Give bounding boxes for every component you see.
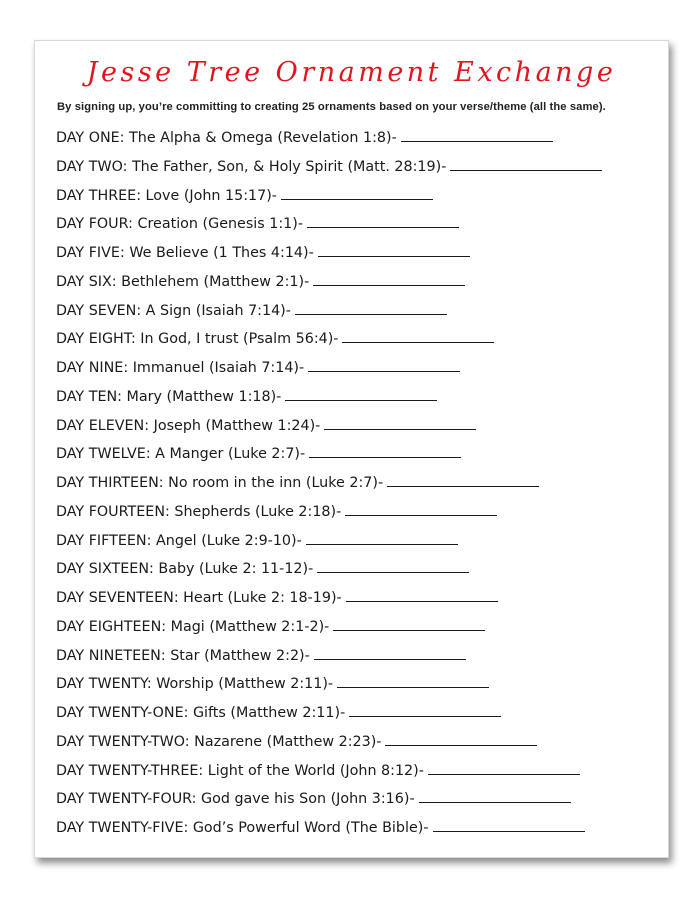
day-row [56,440,602,469]
signup-blank[interactable] [419,785,571,803]
day-row [56,527,602,556]
day-row [56,642,602,671]
day-row [56,210,602,239]
day-row [56,699,602,728]
day-label: DAY FIFTEEN: Angel (Luke 2:9-10)- [56,532,302,549]
day-label: DAY ELEVEN: Joseph (Matthew 1:24)- [56,417,321,434]
signup-blank[interactable] [428,757,580,775]
day-label: DAY EIGHTEEN: Magi (Matthew 2:1-2)- [56,618,330,635]
day-row [56,613,602,642]
signup-blank[interactable] [313,268,465,286]
signup-blank[interactable] [387,469,539,487]
day-label: DAY TWO: The Father, Son, & Holy Spirit (Matt. 28:19)- [56,158,447,175]
signup-blank[interactable] [385,728,537,746]
signup-blank[interactable] [433,814,585,832]
signup-blank[interactable] [345,498,497,516]
signup-blank[interactable] [349,699,501,717]
signup-blank[interactable] [281,182,433,200]
day-row [56,325,602,354]
day-row [56,239,602,268]
day-label: DAY TWELVE: A Manger (Luke 2:7)- [56,446,306,463]
signup-blank[interactable] [318,239,470,257]
day-label: DAY TEN: Mary (Matthew 1:18)- [56,388,282,405]
day-row [56,757,602,786]
day-label: DAY TWENTY: Worship (Matthew 2:11)- [56,676,334,693]
day-row [56,153,602,182]
signup-blank[interactable] [450,153,602,171]
signup-blank[interactable] [306,527,458,545]
day-label: DAY TWENTY-FIVE: God’s Powerful Word (The Bible)- [56,820,429,836]
day-label: DAY THIRTEEN: No room in the inn (Luke 2:7)- [56,475,384,491]
day-row [56,814,602,843]
day-row [56,412,602,441]
day-label: DAY TWENTY-FOUR: God gave his Son (John 3:16)- [56,791,415,808]
day-label: DAY TWENTY-ONE: Gifts (Matthew 2:11)- [56,705,346,721]
day-label: DAY SIXTEEN: Baby (Luke 2: 11-12)- [56,561,314,578]
day-label: DAY FIVE: We Believe (1 Thes 4:14)- [56,245,314,261]
signup-blank[interactable] [333,613,485,631]
day-row [56,383,602,412]
day-row [56,354,602,383]
signup-blank[interactable] [308,354,460,372]
day-label: DAY SEVEN: A Sign (Isaiah 7:14)- [56,302,291,319]
signup-blank[interactable] [285,383,437,401]
signup-blank[interactable] [317,555,469,573]
day-row [56,469,602,498]
day-label: DAY THREE: Love (John 15:17)- [56,187,277,204]
day-label: DAY NINETEEN: Star (Matthew 2:2)- [56,647,310,664]
day-row [56,555,602,584]
signup-blank[interactable] [314,642,466,660]
signup-blank[interactable] [309,440,461,458]
day-row [56,728,602,757]
day-row [56,584,602,613]
signup-blank[interactable] [307,210,459,228]
day-row [56,268,602,297]
signup-blank[interactable] [346,584,498,602]
day-label: DAY TWENTY-TWO: Nazarene (Matthew 2:23)- [56,733,382,750]
instructions-text: By signing up, you’re committing to creating 25 ornaments based on your verse/theme (all the same). [57,101,606,113]
day-row [56,124,602,153]
day-row [56,785,602,814]
signup-blank[interactable] [337,670,489,688]
signup-blank[interactable] [295,297,447,315]
day-row [56,498,602,527]
signup-sheet [34,40,669,858]
day-label: DAY TWENTY-THREE: Light of the World (John 8:12)- [56,762,424,779]
day-label: DAY EIGHT: In God, I trust (Psalm 56:4)- [56,331,339,348]
day-row [56,297,602,326]
signup-blank[interactable] [342,325,494,343]
day-label: DAY SIX: Bethlehem (Matthew 2:1)- [56,273,310,290]
day-list [56,124,602,843]
day-label: DAY SEVENTEEN: Heart (Luke 2: 18-19)- [56,590,342,606]
day-row [56,670,602,699]
day-label: DAY ONE: The Alpha & Omega (Revelation 1:8)- [56,130,397,146]
signup-blank[interactable] [324,412,476,430]
day-label: DAY NINE: Immanuel (Isaiah 7:14)- [56,360,305,376]
signup-blank[interactable] [401,124,553,142]
page-title: Jesse Tree Ornament Exchange [86,57,617,88]
day-label: DAY FOUR: Creation (Genesis 1:1)- [56,216,304,233]
day-row [56,182,602,211]
day-label: DAY FOURTEEN: Shepherds (Luke 2:18)- [56,503,342,520]
